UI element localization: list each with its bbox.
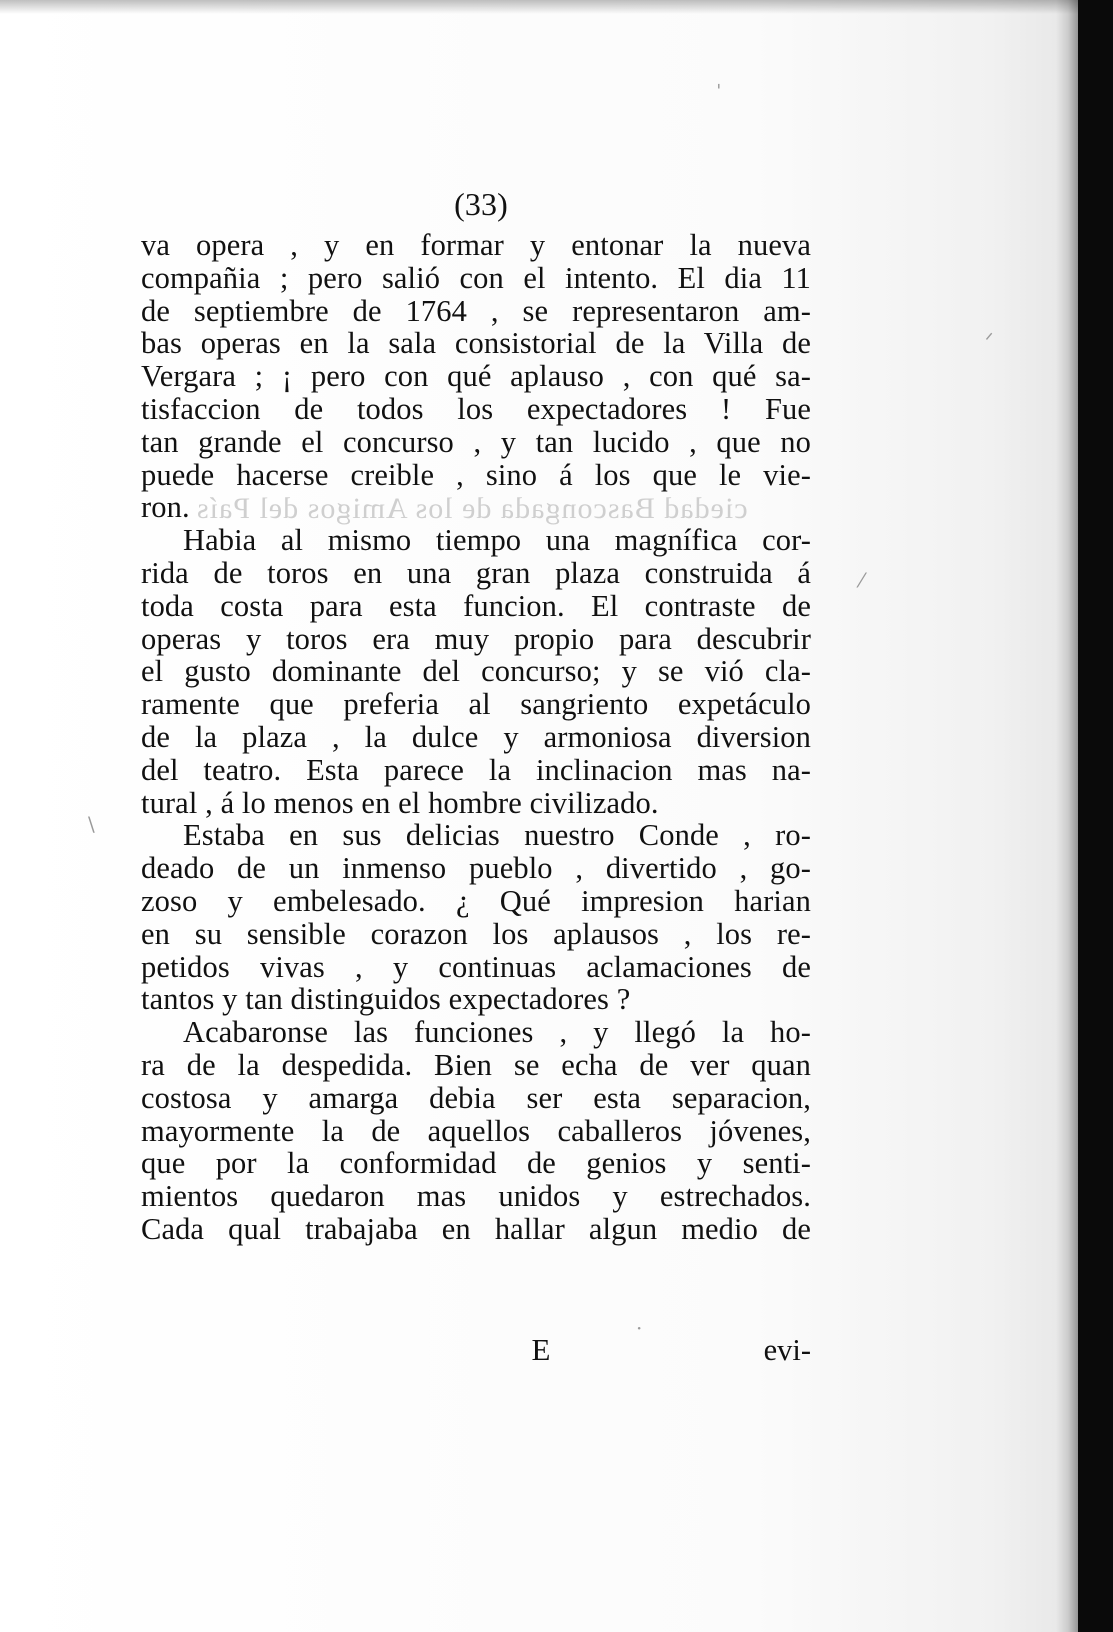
text-line: tantos y tan distinguidos expectadores ? bbox=[141, 982, 631, 1017]
paragraph-first-line: Habia al mismo tiempo una magnífica cor- bbox=[183, 523, 811, 558]
text-line: va opera , y en formar y entonar la nueva bbox=[141, 228, 811, 262]
text-line: ra de la despedida. Bien se echa de ver quan bbox=[141, 1047, 811, 1082]
paper-speck: ⁄ bbox=[860, 568, 864, 592]
text-line: mientos quedaron mas unidos y estrechados. bbox=[141, 1179, 811, 1214]
paragraph-first-line: Estaba en sus delicias nuestro Conde , ro- bbox=[183, 818, 811, 853]
text-line: deado de un inmenso pueblo , divertido , go- bbox=[141, 851, 811, 886]
paragraph-first-line: Acabaronse las funciones , y llegó la ho- bbox=[183, 1015, 811, 1050]
bleed-through-text: ciedad Bascongada de los Amigos del País bbox=[196, 492, 748, 525]
page-edge-shadow bbox=[1056, 0, 1078, 1632]
page-number: (33) bbox=[454, 186, 508, 222]
text-line: tural , á lo menos en el hombre civilizado. bbox=[141, 785, 659, 820]
text-line: compañia ; pero salió con el intento. El dia 11 bbox=[141, 260, 811, 295]
text-line: puede hacerse creible , sino á los que le vie- bbox=[141, 457, 811, 492]
page-top-shadow bbox=[0, 0, 1078, 14]
text-line: el gusto dominante del concurso; y se vió cla- bbox=[141, 654, 811, 689]
text-line: bas operas en la sala consistorial de la Villa de bbox=[141, 326, 811, 361]
text-line: tisfaccion de todos los expectadores ! Fue bbox=[141, 391, 811, 426]
text-line: mayormente la de aquellos caballeros jóvenes, bbox=[141, 1113, 811, 1148]
text-line: Cada qual trabajaba en hallar algun medio de bbox=[141, 1211, 811, 1246]
paper-speck: \ bbox=[88, 812, 95, 836]
text-line: zoso y embelesado. ¿ Qué impresion harian bbox=[141, 883, 811, 918]
text-line: del teatro. Esta parece la inclinacion mas na- bbox=[141, 752, 811, 787]
text-line: costosa y amarga debia ser esta separacion, bbox=[141, 1080, 811, 1115]
text-line: tan grande el concurso , y tan lucido , que no bbox=[141, 424, 811, 459]
text-line: petidos vivas , y continuas aclamaciones de bbox=[141, 949, 811, 984]
text-line: ramente que preferia al sangriento expetáculo bbox=[141, 687, 811, 722]
text-line: ron. bbox=[141, 490, 190, 525]
text-line: que por la conformidad de genios y senti- bbox=[141, 1146, 811, 1181]
text-line: Vergara ; ¡ pero con qué aplauso , con qué sa- bbox=[141, 359, 811, 394]
page-text bbox=[141, 183, 811, 1246]
paper-speck: · bbox=[636, 1316, 643, 1340]
paper-speck: ᐟ bbox=[985, 328, 994, 352]
text-line: rida de toros en una gran plaza construida á bbox=[141, 555, 811, 590]
text-line: de septiembre de 1764 , se representaron am- bbox=[141, 293, 811, 328]
text-line: operas y toros era muy propio para descubrir bbox=[141, 621, 811, 656]
signature-mark: E bbox=[531, 1332, 551, 1367]
text-line: de la plaza , la dulce y armoniosa diversion bbox=[141, 719, 811, 754]
text-line: toda costa para esta funcion. El contraste de bbox=[141, 588, 811, 623]
text-line: en su sensible corazon los aplausos , los re- bbox=[141, 916, 811, 951]
paper-speck: ˈ bbox=[716, 80, 722, 104]
catchword: evi- bbox=[763, 1333, 811, 1367]
page-footer bbox=[141, 1330, 811, 1370]
